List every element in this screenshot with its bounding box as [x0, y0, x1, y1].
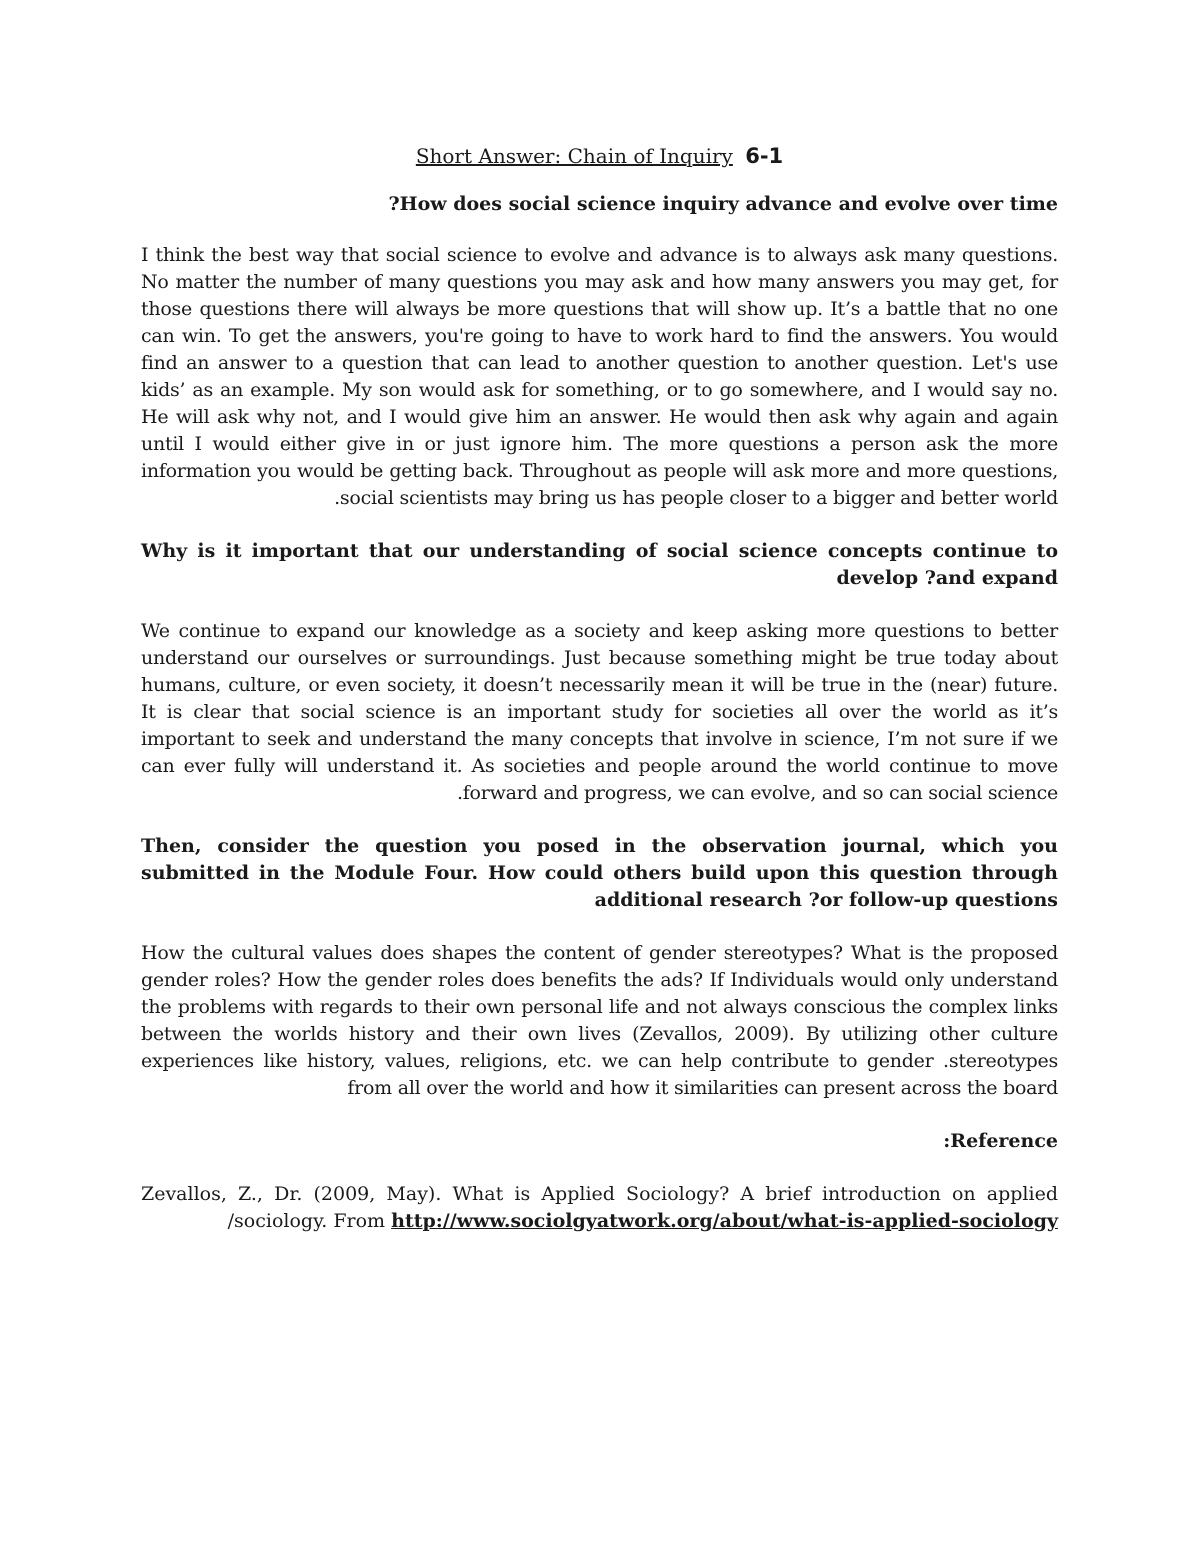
answer-1: I think the best way that social science to evolve and advance is to always ask many questions. No matter the number of many questions you may ask and how many answers you may get, for those questions there will always be more questions that will show up. It’s a battle that no one can win. To get the answers, you're going to have to work hard to find the answers. You would find an answer to a question that can lead to another question to another question. Let's use kids’ as an example. My son would ask for something, or to go somewhere, and I would say no. He will ask why not, and I would give him an answer. He would then ask why again and again until I would either give in or just ignore him. The more questions a person ask the more information you would be getting back. Throughout as people will ask more and more questions, .social scientists may bring us has people closer to a bigger and better world [141, 244, 1058, 509]
reference-entry [141, 1181, 1058, 1235]
title-text: Short Answer: Chain of Inquiry [415, 144, 733, 168]
question-1: ?How does social science inquiry advance and evolve over time [388, 193, 1058, 215]
reference-text: Zevallos, Z., Dr. (2009, May). What is Applied Sociology? A brief introduction on applied /sociology. From [141, 1183, 1058, 1232]
reference-link[interactable]: http://www.sociolgyatwork.org/about/what-is-applied-sociology [391, 1210, 1058, 1232]
answer-2: We continue to expand our knowledge as a society and keep asking more questions to better understand our ourselves or surroundings. Just because something might be true today about humans, culture, or even society, it doesn’t necessarily mean it will be true in the (near) future. It is clear that social science is an important study for societies all over the world as it’s important to seek and understand the many concepts that involve in science, I’m not sure if we can ever fully will understand it. As societies and people around the world continue to move .forward and progress, we can evolve, and so can social science [141, 620, 1058, 804]
page-title [141, 141, 1058, 171]
title-number: 6-1 [745, 144, 784, 168]
question-3: Then, consider the question you posed in the observation journal, which you submitted in the Module Four. How could others build upon this question through additional research ?or follow-up questions [141, 835, 1058, 911]
document-body [141, 141, 1058, 1235]
question-2: Why is it important that our understanding of social science concepts continue to develop ?and expand [141, 540, 1058, 589]
reference-heading: :Reference [943, 1130, 1058, 1152]
answer-3: How the cultural values does shapes the content of gender stereotypes? What is the proposed gender roles? How the gender roles does benefits the ads? If Individuals would only understand the problems with regards to their own personal life and not always conscious the complex links between the worlds history and their own lives (Zevallos, 2009). By utilizing other culture experiences like history, values, religions, etc. we can help contribute to gender .stereotypes from all over the world and how it similarities can present across the board [141, 942, 1058, 1099]
